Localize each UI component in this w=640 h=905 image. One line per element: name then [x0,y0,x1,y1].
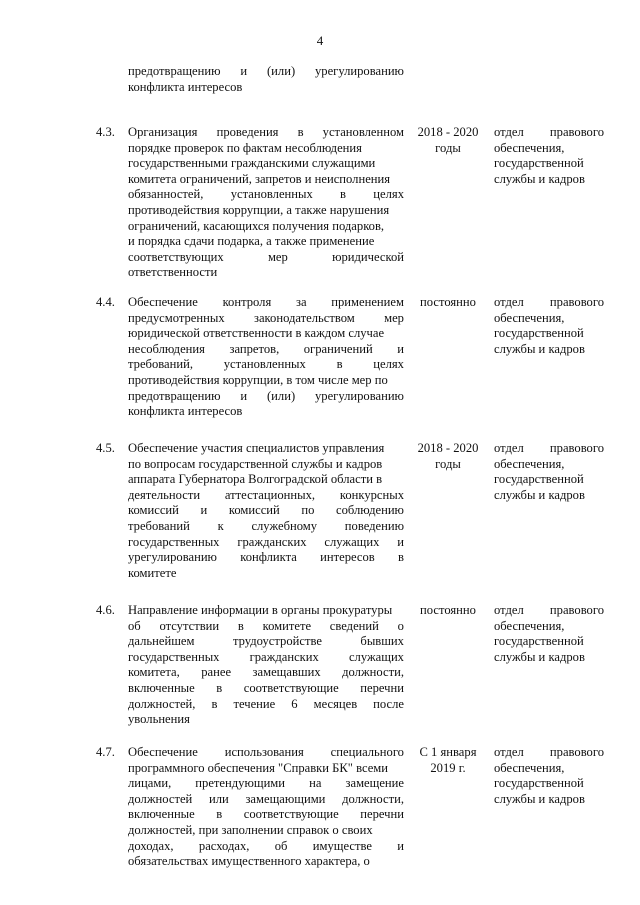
text-line [128,357,404,373]
text-line [494,172,604,188]
deadline [413,295,483,311]
page-number: 4 [316,33,324,48]
word: течение [233,696,276,711]
word: комитета ограничений, запретов и неисполнения [128,171,391,186]
word: законодательством [253,310,355,325]
text-line [494,311,604,327]
text-line [494,342,604,358]
text-line [128,634,404,650]
text-line [128,823,404,839]
word: отдел [494,441,524,455]
word: в [398,550,404,565]
text-line [128,535,404,551]
text-line [128,697,404,713]
text-line [128,219,404,235]
word: государственных [128,649,220,664]
text-line [128,441,404,457]
word: аттестационных, [224,487,316,502]
word: конкурсных [339,487,404,502]
word: урегулированию [128,550,217,565]
word: урегулированию [315,388,404,403]
word: несоблюдения [128,341,205,356]
word: (или) [266,388,296,403]
word: обязанностей, [128,187,204,202]
text-line [494,776,604,792]
text-line [494,488,604,504]
text-line [128,326,404,342]
word: предотвращению [128,64,221,78]
text-line [128,404,404,420]
text-line [494,125,604,141]
word: аппарата Губернатора Волгоградской области в [128,472,383,487]
text-line [128,603,404,619]
text-line [128,295,404,311]
word: обеспечения, [494,310,565,325]
word: или [209,791,229,806]
text-line [128,141,404,157]
text-line [494,326,604,342]
item-number: 4.7. [96,745,115,759]
deadline [413,603,483,619]
word: обеспечения, [494,760,565,775]
word: запретов, [229,341,280,356]
measure-description [128,125,404,281]
text-line [128,172,404,188]
text-line [128,550,404,566]
word: специального [330,745,404,759]
text-line [128,265,404,281]
word: трудоустройстве [232,634,322,649]
word: перечни [360,807,404,822]
word: целях [373,357,404,372]
deadline-line: 2019 г. [430,760,466,775]
text-line [128,389,404,405]
measure-description [128,603,404,728]
word: замещение [345,776,404,791]
word: служащих [324,534,380,549]
word: Обеспечение [128,745,198,759]
word: по вопросам государственной службы и кадров [128,456,383,471]
word: установленных [230,187,313,202]
word: службы и кадров [494,341,585,356]
text-line [128,712,404,728]
text-line [128,488,404,504]
text-line [128,64,404,80]
word: мер [384,310,404,325]
word: ранее [201,665,232,680]
word: государственной [494,776,584,791]
word: в [297,125,304,139]
deadline-line: 2018 - 2020 [417,441,479,455]
word: отдел [494,603,524,617]
text-line [128,125,404,141]
item-number: 4.6. [96,603,115,617]
word: государственной [494,156,584,171]
text-line [128,503,404,519]
item-number: 4.4. [96,295,115,309]
text-line [494,619,604,635]
deadline-line: годы [435,140,461,155]
word: проведения [216,125,279,139]
word: мер [267,249,288,264]
text-line [128,250,404,266]
word: замещающими [245,791,326,806]
word: увольнения [128,712,190,727]
word: поведению [344,518,404,533]
word: конфликта интересов [128,79,243,94]
text-line [128,187,404,203]
text-line [128,650,404,666]
text-line [128,234,404,250]
word: в [336,357,343,372]
word: доходах, [128,838,174,853]
word: гражданских [249,649,319,664]
word: противодействия коррупции, а также нарушения [128,202,390,217]
word: должности, [342,791,404,806]
word: Обеспечение участия специалистов управления [128,441,385,455]
word: включенные [128,680,195,695]
text-line [128,619,404,635]
word: об [128,618,141,633]
word: включенные [128,807,195,822]
word: порядке проверок по фактам несоблюдения [128,140,362,155]
word: применением [331,295,404,309]
word: к [217,518,224,533]
word: деятельности [128,487,201,502]
word: государственной [494,472,584,487]
word: сведений [329,618,379,633]
deadline-line: С 1 января [419,745,477,759]
word: отдел [494,125,524,139]
word: и [397,534,404,549]
text-line [128,156,404,172]
word: урегулированию [315,64,404,78]
word: правового [549,745,604,759]
word: гражданских [237,534,307,549]
word: целях [373,187,404,202]
word: предусмотренных [128,310,225,325]
text-line [128,854,404,870]
text-line [128,761,404,777]
text-line [494,792,604,808]
word: интересов [320,550,375,565]
text-line [494,634,604,650]
word: служащих [348,649,404,664]
text-line [128,311,404,327]
text-line [128,519,404,535]
word: расходах, [198,838,250,853]
word: комиссий [128,503,179,518]
word: службы и кадров [494,487,585,502]
text-line [494,441,604,457]
word: в [216,680,223,695]
word: отдел [494,295,524,309]
word: и [397,838,404,853]
word: правового [549,603,604,617]
deadline-line: 2018 - 2020 [417,125,479,139]
word: за [295,295,307,309]
word: установленных [223,357,306,372]
item-number: 4.3. [96,125,115,139]
word: в [211,696,218,711]
word: службы и кадров [494,171,585,186]
word: имуществе [312,838,372,853]
text-line [128,792,404,808]
word: комитете [128,565,177,580]
word: служебному [251,518,318,533]
text-line [128,665,404,681]
responsible-unit [494,603,604,665]
text-line [494,745,604,761]
deadline-line: годы [435,456,461,471]
text-line [128,203,404,219]
responsible-unit [494,125,604,187]
measure-description [128,745,404,870]
word: соответствующие [243,680,339,695]
word: претендующими [195,776,286,791]
responsible-unit [494,745,604,807]
word: государственных [128,534,220,549]
responsible-unit [494,441,604,503]
word: и [240,64,248,78]
word: противодействия коррупции, в том числе мер по [128,372,388,387]
word: должностей, [128,696,196,711]
word: государственной [494,634,584,649]
measure-description [128,441,404,581]
word: и порядка сдачи подарка, а также применение [128,234,375,249]
word: программного обеспечения "Справки БК" всеми [128,760,389,775]
text-line [128,373,404,389]
word: в [340,187,346,202]
word: комитета, [128,665,180,680]
text-line [494,472,604,488]
word: правового [549,125,604,139]
text-line [128,566,404,582]
deadline [413,745,483,776]
item-number: 4.5. [96,441,115,455]
word: и [240,388,248,403]
word: после [373,696,404,711]
word: контроля [222,295,272,309]
word: 6 [291,696,298,711]
word: комитете [262,618,312,633]
word: должностей, при заполнении справок о своих [128,822,373,837]
word: (или) [266,64,296,78]
word: о [397,618,404,633]
word: ответственности [128,265,218,280]
word: конфликта интересов [128,404,243,419]
word: обязательствах имущественного характера, о [128,854,370,869]
text-line [128,80,404,96]
word: предотвращению [128,388,221,403]
word: юридической ответственности в каждом случае [128,326,385,341]
word: Организация [128,125,198,139]
word: соблюдению [336,503,404,518]
text-line [494,295,604,311]
word: службы и кадров [494,649,585,664]
measure-description [128,295,404,420]
word: требований, [128,357,193,372]
text-line [128,342,404,358]
word: соответствующих [128,249,224,264]
text-line [128,472,404,488]
word: ограничений, касающихся получения подарков, [128,218,385,233]
text-line [128,681,404,697]
word: замещавших [252,665,321,680]
word: обеспечения, [494,140,565,155]
text-line [128,457,404,473]
text-line [494,650,604,666]
word: юридической [332,249,404,264]
word: ограничений [303,341,373,356]
word: правового [549,441,604,455]
word: государственными гражданскими служащими [128,156,376,171]
word: комиссий [228,503,280,518]
text-line [494,141,604,157]
word: и [200,503,208,518]
word: и [397,341,404,356]
word: обеспечения, [494,456,565,471]
word: правового [549,295,604,309]
text-line [494,156,604,172]
responsible-unit [494,295,604,357]
word: государственной [494,326,584,341]
word: установленном [322,125,404,139]
word: Обеспечение [128,295,198,309]
word: службы и кадров [494,791,585,806]
text-line [494,761,604,777]
word: Направление информации в органы прокуратуры [128,603,393,617]
word: обеспечения, [494,618,565,633]
word: должности, [342,665,404,680]
text-line [494,603,604,619]
word: по [301,503,315,518]
word: дальнейшем [128,634,195,649]
word: требований [128,518,190,533]
word: в [216,807,223,822]
word: месяцев [313,696,358,711]
continuation-text [128,64,404,95]
word: должностей [128,791,193,806]
word: об [274,838,288,853]
text-line [494,457,604,473]
deadline [413,125,483,156]
word: бывших [360,634,404,649]
word: соответствующие [243,807,339,822]
word: в [237,618,244,633]
word: конфликта [240,550,297,565]
deadline-line: постоянно [420,603,476,617]
deadline [413,441,483,472]
word: на [309,776,322,791]
text-line [128,745,404,761]
deadline-line: постоянно [420,295,476,309]
word: отдел [494,745,524,759]
text-line [128,776,404,792]
word: перечни [360,680,404,695]
text-line [128,839,404,855]
word: отсутствии [159,618,220,633]
word: использования [224,745,304,759]
text-line [128,807,404,823]
word: лицами, [128,776,172,791]
